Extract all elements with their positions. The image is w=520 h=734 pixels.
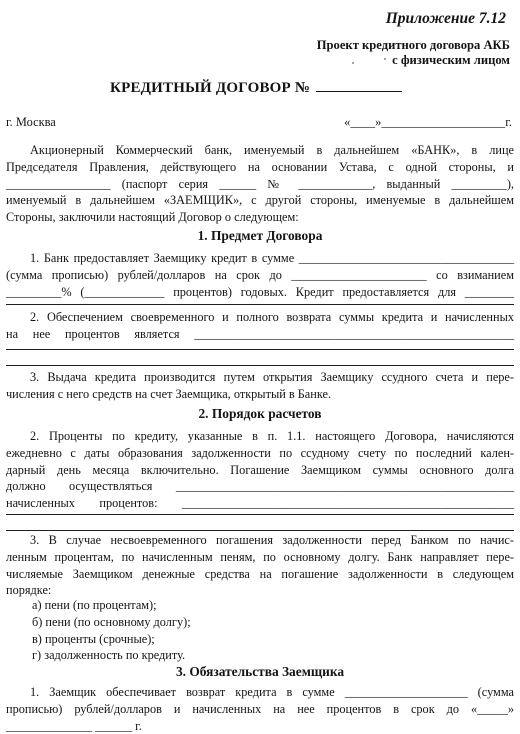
scan-speck	[352, 62, 354, 64]
s1-p2-line: 2. Обеспечением своевременного и полного возврата суммы кредита и начисленных	[30, 310, 514, 324]
s3-p1-line: прописью) рублей/долларов и начисленных на нее процентов в срок до «_____»	[6, 701, 514, 716]
intro-line: Председателя Правления, действующего на основании Устава, с одной стороны, и	[6, 159, 514, 174]
s2-p1-line: должно осуществляться _______________________________________________________	[6, 479, 514, 494]
intro-line: именуемый в дальнейшем «ЗАЕМЩИК», с другой стороны, именуемые в дальнейшем	[6, 193, 514, 208]
s1-paragraph-3	[6, 369, 514, 403]
list-item: в) проценты (срочные);	[32, 631, 155, 646]
s2-p1-line: ежедневно с даты образования задолженности по ссудному счету по последний кален-	[6, 445, 514, 460]
repayment-order-list	[32, 597, 191, 664]
document-subheader	[250, 38, 510, 68]
blank-line	[6, 530, 514, 531]
s1-p1-line: _________% (_____________ процентов) годовых. Кредит предоставляется для ________	[6, 284, 514, 299]
s1-paragraph-1	[6, 250, 514, 300]
list-item: а) пени (по процентам);	[32, 598, 157, 612]
s2-p3-line: числяемые Заемщиком денежные средства на погашение задолженности в следующем	[6, 566, 514, 581]
blank-line	[6, 304, 514, 305]
document-title	[110, 79, 402, 97]
scan-speck	[384, 58, 386, 60]
s1-p1-line: (сумма прописью) рублей/долларов на срок до ______________________ со взиманием	[6, 267, 514, 282]
date-text: «____»____________________г.	[344, 115, 512, 129]
contract-number-blank	[316, 79, 402, 92]
s3-p1-line: ______________ ______ г.	[6, 718, 142, 733]
list-item: б) пени (по основному долгу);	[32, 614, 191, 629]
appendix-label: Приложение 7.12	[385, 10, 506, 27]
intro-line: _________________ (паспорт серия ______ № ____________, выданный _________),	[6, 176, 514, 191]
subheader-line-1: Проект кредитного договора АКБ	[316, 38, 510, 52]
section-3-title: 3. Обязательства Заемщика	[175, 664, 345, 679]
subheader-line-2: с физическим лицом	[392, 53, 510, 67]
s2-p3-line: 3. В случае несвоевременного погашения задолженности перед Банком по начис-	[30, 533, 514, 547]
place-text: г. Москва	[6, 115, 56, 129]
s2-paragraph-1	[6, 428, 514, 512]
list-item: г) задолженность по кредиту.	[32, 648, 186, 663]
s2-paragraph-3	[6, 532, 514, 599]
s2-p1-line: 2. Проценты по кредиту, указанные в п. 1.1. настоящего Договора, начисляются	[30, 429, 514, 443]
s2-p3-line: порядке:	[6, 583, 52, 598]
document-title-text: КРЕДИТНЫЙ ДОГОВОР №	[110, 80, 311, 96]
blank-line	[6, 514, 514, 515]
section-2-title: 2. Порядок расчетов	[198, 406, 322, 421]
blank-line	[6, 365, 514, 366]
s3-p1-line: 1. Заемщик обеспечивает возврат кредита в сумме ____________________ (сумма	[30, 685, 514, 699]
s1-p3-line: 3. Выдача кредита производится путем открытия Заемщику ссудного счета и пере-	[30, 370, 514, 384]
s1-paragraph-2	[6, 309, 514, 343]
s3-paragraph-1	[6, 684, 514, 734]
intro-line: Стороны, заключили настоящий Договор о следующем:	[6, 210, 299, 225]
intro-line: Акционерный Коммерческий банк, именуемый в дальнейшем «БАНК», в лице	[30, 143, 514, 157]
s1-p1-line: 1. Банк предоставляет Заемщику кредит в сумме ___________________________________	[30, 251, 514, 265]
s1-p2-line: на нее процентов является ____________________________________________________	[6, 326, 514, 341]
s2-p1-line: начисленных процентов: ______________________________________________________	[6, 496, 514, 511]
s1-p3-line: числения с него средств на счет Заемщика, открытый в Банке.	[6, 386, 332, 401]
blank-line	[6, 349, 514, 350]
section-1-title: 1. Предмет Договора	[197, 228, 323, 243]
intro-paragraph	[6, 142, 514, 226]
s2-p1-line: дарный день месяца включительно. Погашение Заемщиком суммы основного долга	[6, 462, 514, 477]
s2-p3-line: ленным процентам, по начисленным пеням, по основному долгу. Банк направляет пере-	[6, 549, 514, 564]
